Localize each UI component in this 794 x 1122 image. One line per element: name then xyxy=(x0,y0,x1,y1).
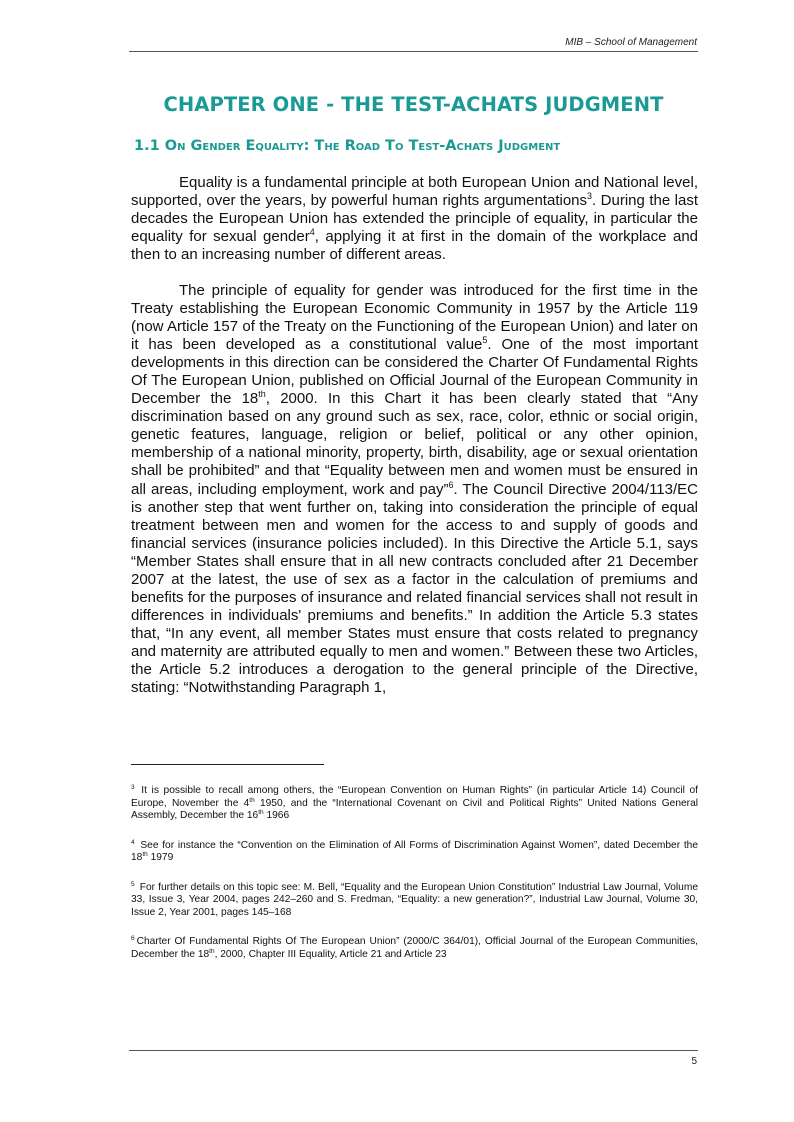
footnote-5 xyxy=(131,882,698,920)
footnote-text: , 2000, Chapter III Equality, Article 21 and Article 23 xyxy=(214,948,447,960)
footnote-separator xyxy=(131,764,324,765)
footer-divider xyxy=(129,1050,698,1051)
ordinal-suffix: th xyxy=(258,389,266,400)
page-number: 5 xyxy=(691,1056,697,1067)
paragraph-1 xyxy=(131,174,698,264)
paragraph-text: Equality is a fundamental principle at both European Union and National level, supported, over the years, by powerful human rights argumentations xyxy=(131,174,698,210)
footnote-number: 5 xyxy=(131,880,135,888)
paragraph-text: , applying it at first in the domain of the workplace and then to an increasing number of different areas. xyxy=(131,228,699,264)
header-divider xyxy=(129,51,698,52)
section-number: 1.1 xyxy=(134,138,160,154)
footnote-text: It is possible to recall among others, the “European Convention on Human Rights” (in particular Article 14) Council of Europe, November the 4 xyxy=(131,785,698,809)
paragraph-text: . The Council Directive 2004/113/EC is another step that went further on, taking into consideration the principle of equal treatment between men and women for the access to and supply of goods and financial services (insurance policies included). In this Directive the Article 5.1, says “Member States shall ensure that in all new contracts concluded after 21 December 2007 at the latest, the use of sex as a factor in the calculation of premiums and benefits for the purposes of insurance and related financial services shall not result in differences in individuals' premiums and benefits.” In addition the Article 5.3 states that, “In any event, all member States must ensure that costs related to pregnancy and maternity are attributed equally to men and women.” Between these two Articles, the Article 5.2 introduces a derogation to the general principle of the Directive, stating: “Notwithstanding Paragraph 1, xyxy=(131,480,699,697)
paragraph-text: The principle of equality for gender was introduced for the first time in the Treaty establishing the European Economic Community in 1957 by the Article 119 (now Article 157 of the Treaty on the Functioning of the European Union) and later on it has been developed as a constitutional value xyxy=(131,282,698,354)
paragraph-text: . One of the most important developments in this direction can be considered the Charter Of Fundamental Rights Of The European Union, published on Official Journal of the European Community in December the 18 xyxy=(131,336,698,408)
footnote-text: 1979 xyxy=(147,852,174,863)
footnote-text: 1950, and the “International Covenant on Civil and Political Rights” United Nations General Assembly, December the 16 xyxy=(131,797,699,821)
footnote-number: 4 xyxy=(131,838,135,846)
running-header: MIB – School of Management xyxy=(565,37,697,48)
footnote-ref[interactable]: 5 xyxy=(482,335,488,346)
footnote-text: Charter Of Fundamental Rights Of The European Union” (2000/C 364/01), Official Journal of the European Communities, December the 18 xyxy=(131,936,698,960)
paragraph-text: , 2000. In this Chart it has been clearly stated that “Any discrimination based on any ground such as sex, race, color, ethnic or social origin, genetic features, language, religion or belief, political or any other opinion, membership of a national minority, property, birth, disability, age or sexual orientation shall be prohibited” and that “Equality between men and women must be ensured in all areas, including employment, work and pay” xyxy=(131,390,698,498)
footnote-number: 3 xyxy=(131,784,135,791)
footnote-ref[interactable]: 6 xyxy=(448,479,454,490)
footnote-text: For further details on this topic see: M. Bell, “Equality and the European Union Constitution” Industrial Law Journal, Volume 33, Issue 3, Year 2004, pages 242–260 and S. Fredman, “Equality: a new generation?”, Industrial Law Journal, Volume 30, Issue 2, Year 2001, pages 145–168 xyxy=(131,881,698,918)
footnote-ref[interactable]: 4 xyxy=(309,227,315,238)
footnote-6 xyxy=(131,936,698,961)
ordinal-suffix: th xyxy=(258,809,264,816)
footnote-ref[interactable]: 3 xyxy=(587,191,593,202)
ordinal-suffix: th xyxy=(142,851,148,858)
footnote-3 xyxy=(131,785,698,823)
footnotes xyxy=(131,785,698,978)
paragraph-text: . During the last decades the European Union has extended the principle of equality, in particular the equality for sexual gender xyxy=(131,192,698,246)
section-heading xyxy=(134,138,560,154)
footnote-text: See for instance the “Convention on the Elimination of All Forms of Discrimination Against Women”, dated December the 18 xyxy=(131,839,698,863)
section-title: On Gender Equality: The Road To Test-Achats Judgment xyxy=(164,138,561,154)
chapter-title: CHAPTER ONE - THE TEST-ACHATS JUDGMENT xyxy=(163,93,664,116)
ordinal-suffix: th xyxy=(249,796,255,804)
footnote-text: 1966 xyxy=(263,810,290,821)
ordinal-suffix: th xyxy=(209,947,215,955)
footnote-4 xyxy=(131,840,698,865)
paragraph-2 xyxy=(131,282,698,697)
footnote-number: 6 xyxy=(131,935,135,942)
